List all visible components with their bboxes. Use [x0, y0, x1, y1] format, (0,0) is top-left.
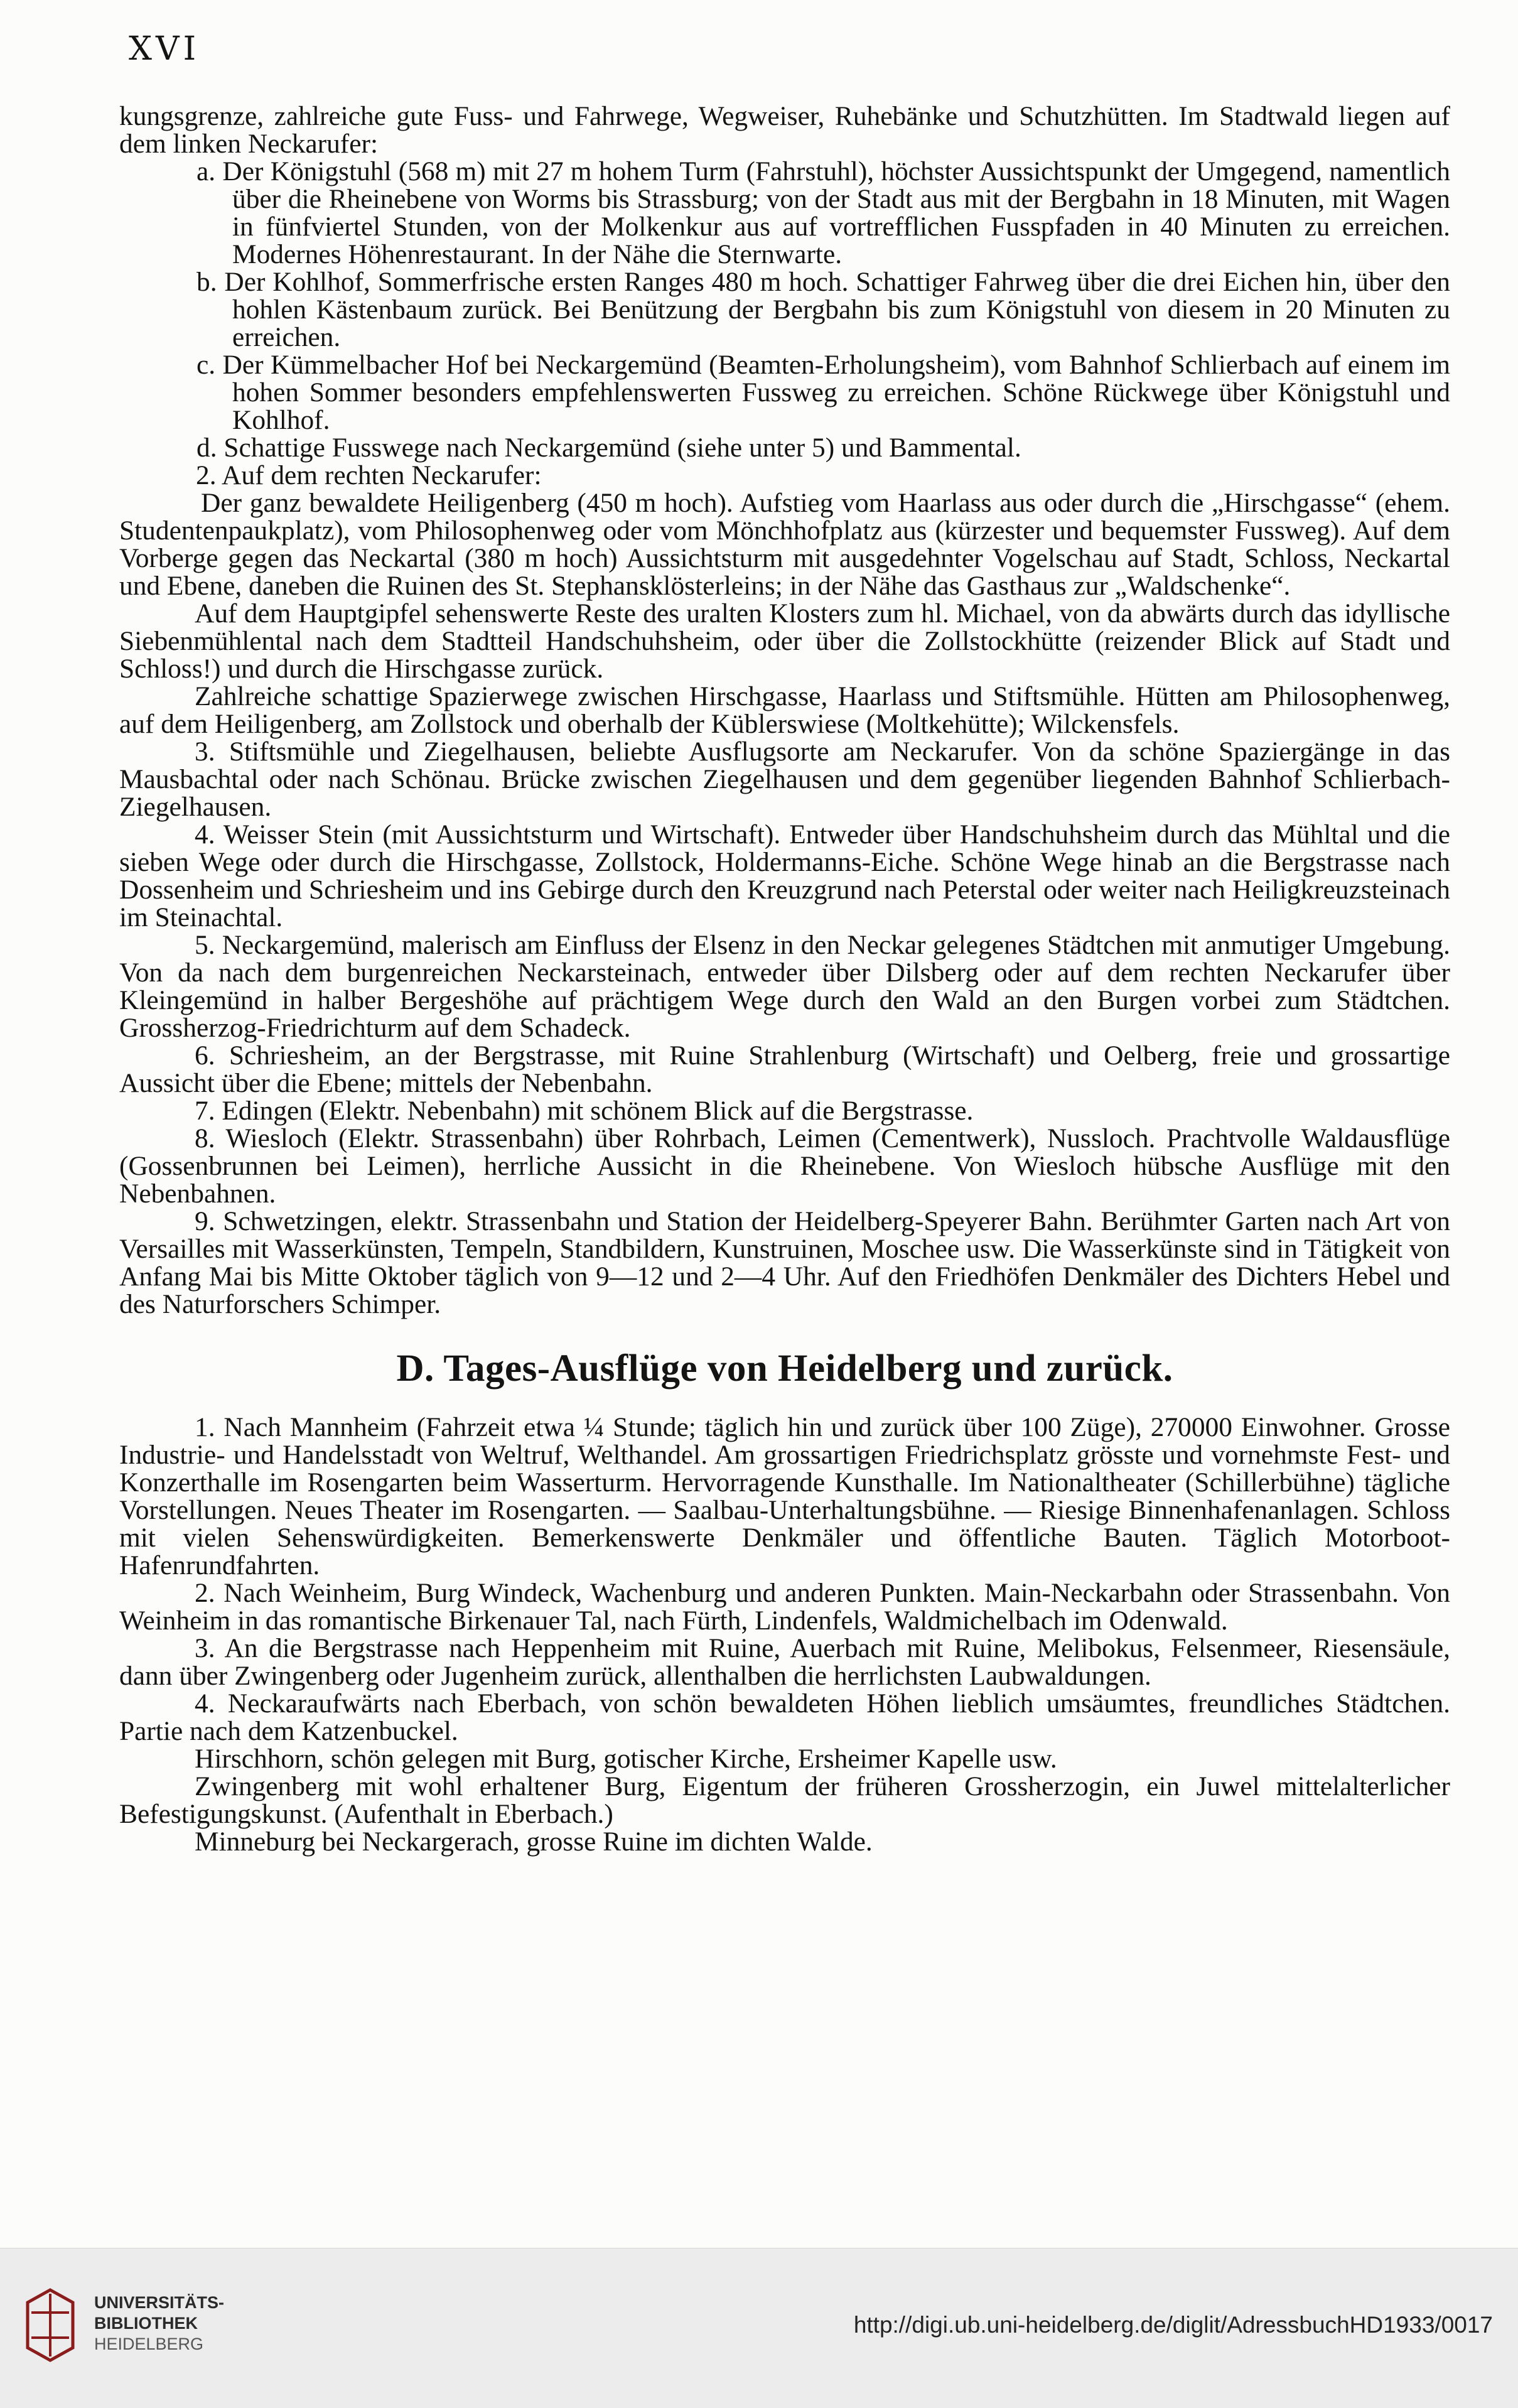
paragraph-d-fusswege: d. Schattige Fusswege nach Neckargemünd (siehe unter 5) und Bammental.	[196, 433, 1021, 463]
paragraph-d2-weinheim: 2. Nach Weinheim, Burg Windeck, Wachenburg und anderen Punkten. Main-Neckarbahn oder Strassenbahn. Von Weinheim in das romantische Birkenauer Tal, nach Fürth, Lindenfels, Waldmichelbach im Odenwald.	[119, 1578, 1450, 1636]
paragraph-minneburg: Minneburg bei Neckargerach, grosse Ruine im dichten Walde.	[195, 1827, 873, 1857]
paragraph-spazierwege: Zahlreiche schattige Spazierwege zwischen Hirschgasse, Haarlass und Stiftsmühle. Hütten am Philosophenweg, auf dem Heiligenberg, am Zollstock und oberhalb der Küblerswiese (Moltkehütte); Wilckensfels.	[119, 681, 1450, 739]
paragraph-zwingenberg: Zwingenberg mit wohl erhaltener Burg, Eigentum der früheren Grossherzogin, ein Juwel mittelalterlicher Befestigungskunst. (Aufenthalt in Eberbach.)	[119, 1771, 1450, 1829]
logo-line-2: BIBLIOTHEK	[94, 2314, 198, 2333]
paragraph-c-kuemmelbacher-hof: c. Der Kümmelbacher Hof bei Neckargemünd (Beamten-Erholungsheim), vom Bahnhof Schlierbach auf einem im hohen Sommer besonders empfehlenswerten Fussweg zu erreichen. Schöne Rückwege über Königstuhl und Kohlhof.	[196, 350, 1450, 435]
page-text	[119, 102, 1450, 1855]
paragraph-5-neckargemuend: 5. Neckargemünd, malerisch am Einfluss der Elsenz in den Neckar gelegenes Städtchen mit anmutiger Umgebung. Von da nach dem burgenreichen Neckarsteinach, entweder über Dilsberg oder auf dem rechten Neckarufer über Kleingemünd in halber Bergeshöhe auf prächtigem Wege durch den Wald an den Burgen vorbei zum Städtchen. Grossherzog-Friedrichturm auf dem Schadeck.	[119, 930, 1450, 1043]
logo-line-1: UNIVERSITÄTS-	[94, 2293, 225, 2312]
paragraph-intro: kungsgrenze, zahlreiche gute Fuss- und Fahrwege, Wegweiser, Ruhebänke und Schutzhütten. Im Stadtwald liegen auf dem linken Neckarufer:	[119, 101, 1450, 159]
section-heading: D. Tages-Ausflüge von Heidelberg und zurück.	[396, 1347, 1173, 1390]
paragraph-9-schwetzingen: 9. Schwetzingen, elektr. Strassenbahn und Station der Heidelberg-Speyerer Bahn. Berühmter Garten nach Art von Versailles mit Wasserkünsten, Tempeln, Standbildern, Kunstruinen, Moschee usw. Die Wasserkünste sind in Tätigkeit von Anfang Mai bis Mitte Oktober täglich von 9—12 und 2—4 Uhr. Auf den Friedhöfen Denkmäler des Dichters Hebel und des Naturforschers Schimper.	[119, 1206, 1450, 1319]
paragraph-4-weisser-stein: 4. Weisser Stein (mit Aussichtsturm und Wirtschaft). Entweder über Handschuhsheim durch das Mühltal und die sieben Wege oder durch die Hirschgasse, Zollstock, Holdermanns-Eiche. Schöne Wege hinab an die Bergstrasse nach Dossenheim und Schriesheim und ins Gebirge durch den Kreuzgrund nach Peterstal oder weiter nach Heiligkreuzsteinach im Steinachtal.	[119, 819, 1450, 932]
paragraph-d3-bergstrasse: 3. An die Bergstrasse nach Heppenheim mit Ruine, Auerbach mit Ruine, Melibokus, Felsenmeer, Riesensäule, dann über Zwingenberg oder Jugenheim zurück, allenthalben die herrlichsten Laubwaldungen.	[119, 1633, 1450, 1691]
paragraph-hauptgipfel: Auf dem Hauptgipfel sehenswerte Reste des uralten Klosters zum hl. Michael, von da abwärts durch das idyllische Siebenmühlental nach dem Stadtteil Handschuhsheim, oder über die Zollstockhütte (reizender Blick auf Stadt und Schloss!) und durch die Hirschgasse zurück.	[119, 598, 1450, 684]
paragraph-2-rechtes-neckarufer: 2. Auf dem rechten Neckarufer:	[196, 460, 542, 490]
paragraph-3-stiftsmuehle: 3. Stiftsmühle und Ziegelhausen, beliebte Ausflugsorte am Neckarufer. Von da schöne Spaziergänge in das Mausbachtal oder nach Schönau. Brücke zwischen Ziegelhausen und dem gegenüber liegenden Bahnhof Schlierbach-Ziegelhausen.	[119, 737, 1450, 822]
paragraph-hirschhorn: Hirschhorn, schön gelegen mit Burg, gotischer Kirche, Ersheimer Kapelle usw.	[195, 1744, 1057, 1774]
logo-line-3: HEIDELBERG	[94, 2335, 204, 2353]
viewer-footer	[0, 2248, 1518, 2408]
page-number: XVI	[129, 30, 200, 68]
paragraph-b-kohlhof: b. Der Kohlhof, Sommerfrische ersten Ranges 480 m hoch. Schattiger Fahrweg über die drei Eichen hin, über den hohlen Kästenbaum zurück. Bei Benützung der Bergbahn bis zum Königstuhl von diesem in 20 Minuten zu erreichen.	[196, 267, 1450, 352]
paragraph-7-edingen: 7. Edingen (Elektr. Nebenbahn) mit schönem Blick auf die Bergstrasse.	[195, 1096, 974, 1126]
source-url-link[interactable]: http://digi.ub.uni-heidelberg.de/diglit/AdressbuchHD1933/0017	[853, 2312, 1493, 2338]
paragraph-8-wiesloch: 8. Wiesloch (Elektr. Strassenbahn) über Rohrbach, Leimen (Cementwerk), Nussloch. Prachtvolle Waldausflüge (Gossenbrunnen bei Leimen), herrliche Aussicht in die Rheinebene. Von Wiesloch hübsche Ausflüge mit den Nebenbahnen.	[119, 1123, 1450, 1209]
library-logo-text	[94, 2292, 224, 2355]
paragraph-a-koenigstuhl: a. Der Königstuhl (568 m) mit 27 m hohem Turm (Fahrstuhl), höchster Aussichtspunkt der Umgegend, namentlich über die Rheinebene von Worms bis Strassburg; von der Stadt aus mit der Bergbahn in 18 Minuten, mit Wagen in fünfviertel Stunden, von der Molkenkur aus auf vortrefflichen Fusspfaden in 40 Minuten zu erreichen. Modernes Höhenrestaurant. In der Nähe die Sternwarte.	[196, 156, 1450, 269]
paragraph-6-schriesheim: 6. Schriesheim, an der Bergstrasse, mit Ruine Strahlenburg (Wirtschaft) und Oelberg, freie und grossartige Aussicht über die Ebene; mittels der Nebenbahn.	[119, 1040, 1450, 1098]
paragraph-heiligenberg: Der ganz bewaldete Heiligenberg (450 m hoch). Aufstieg vom Haarlass aus oder durch die „Hirschgasse“ (ehem. Studentenpaukplatz), vom Philosophenweg oder vom Mönchhofplatz aus (kürzester und bequemster Fussweg). Auf dem Vorberge gegen das Neckartal (380 m hoch) Aussichtsturm mit ausgedehnter Vogelschau auf Stadt, Schloss, Neckartal und Ebene, daneben die Ruinen des St. Stephansklösterleins; in der Nähe das Gasthaus zur „Waldschenke“.	[119, 488, 1450, 601]
paragraph-d1-mannheim: 1. Nach Mannheim (Fahrzeit etwa ¼ Stunde; täglich hin und zurück über 100 Züge), 270000 Einwohner. Grosse Industrie- und Handelsstadt von Weltruf, Welthandel. Am grossartigen Friedrichsplatz grösste und vornehmste Fest- und Konzerthalle im Rosengarten beim Wasserturm. Hervorragende Kunsthalle. Im Nationaltheater (Schillerbühne) tägliche Vorstellungen. Neues Theater im Rosengarten. — Saalbau-Unterhaltungsbühne. — Riesige Binnenhafenanlagen. Schloss mit vielen Sehenswürdigkeiten. Bemerkenswerte Denkmäler und öffentliche Bauten. Täglich Motorboot-Hafenrundfahrten.	[119, 1412, 1450, 1580]
library-logo-icon	[25, 2287, 75, 2363]
paragraph-d4-eberbach: 4. Neckaraufwärts nach Eberbach, von schön bewaldeten Höhen lieblich umsäumtes, freundliches Städtchen. Partie nach dem Katzenbuckel.	[119, 1688, 1450, 1746]
